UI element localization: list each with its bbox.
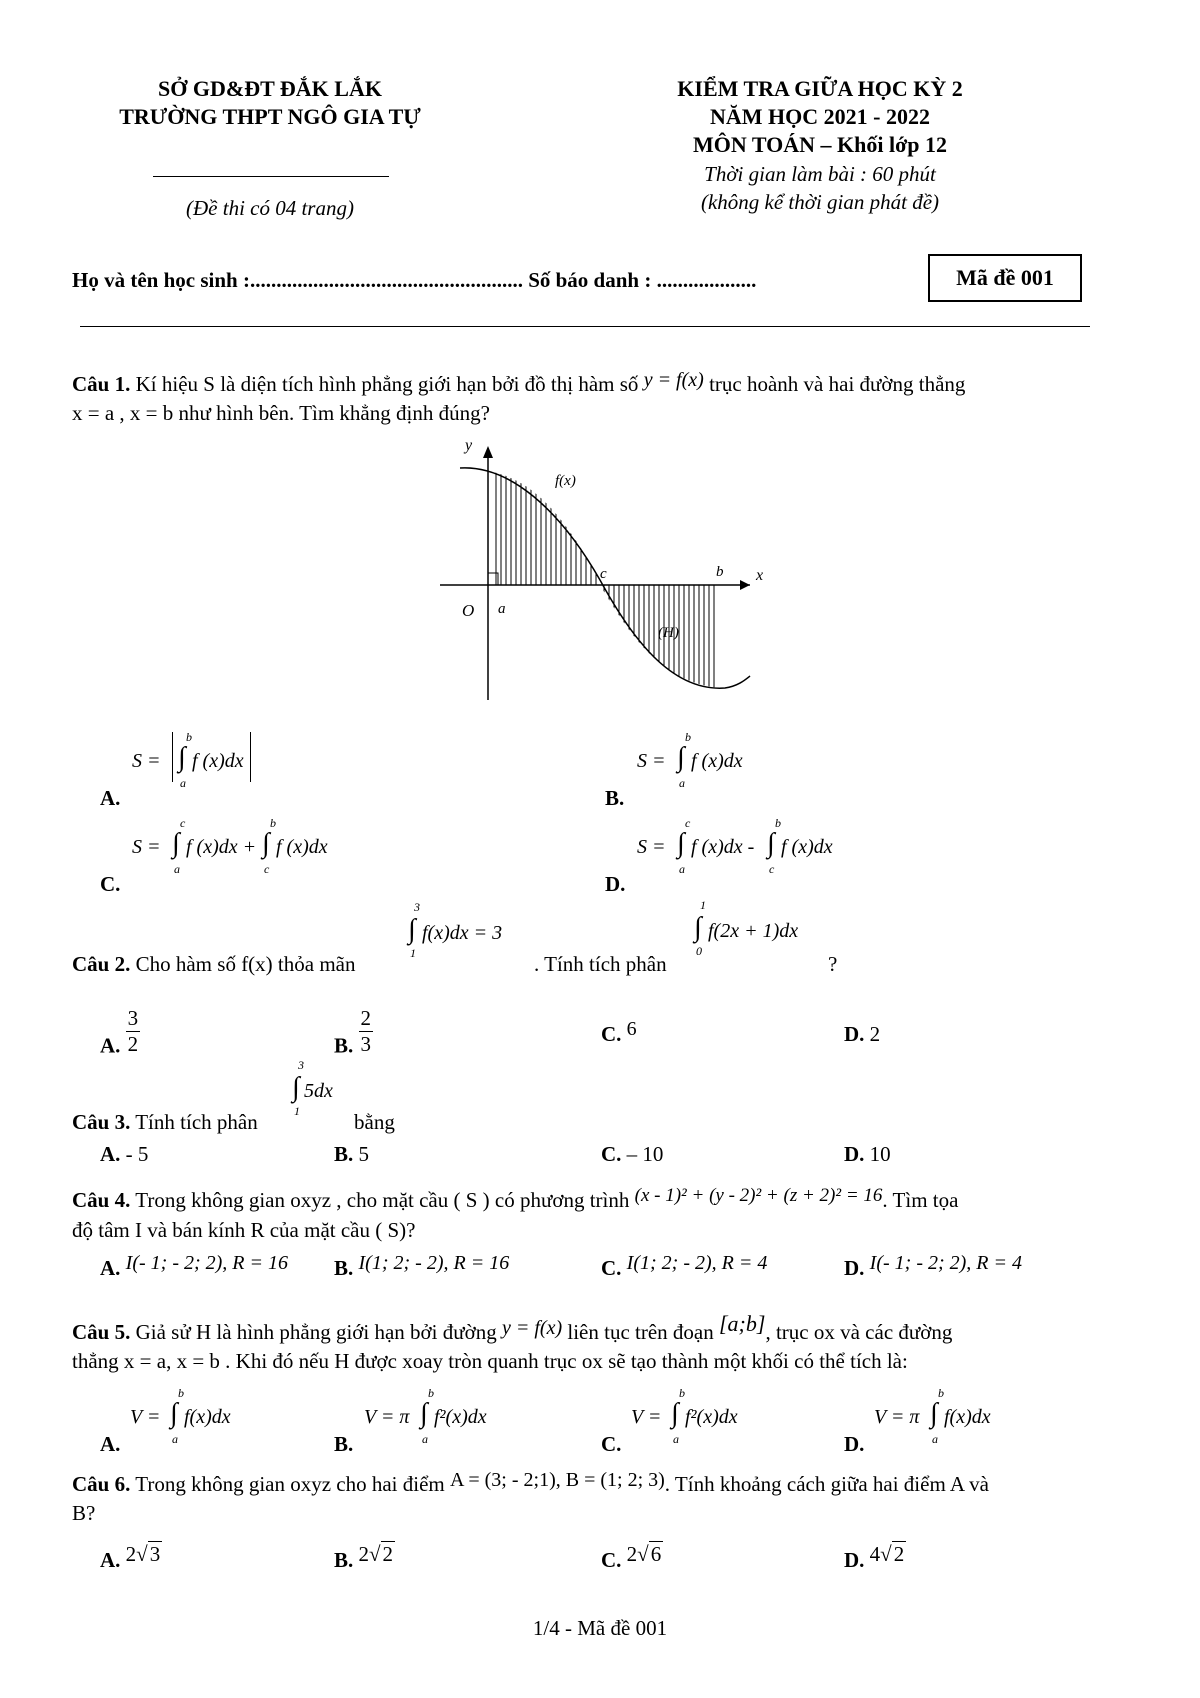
x-label: x xyxy=(756,567,764,584)
page-footer: 1/4 - Mã đề 001 xyxy=(532,1616,668,1640)
option-value: I(- 1; - 2; 2), R = 4 xyxy=(869,1252,1023,1274)
formula-a: S = ∫ b a f (x)dx xyxy=(132,726,332,796)
option-label: D. xyxy=(844,1142,865,1166)
q3-option-c[interactable] xyxy=(601,1142,663,1167)
y-arrow xyxy=(483,446,493,458)
c-label: c xyxy=(600,566,607,582)
option-label: B. xyxy=(605,786,625,810)
q2-text-c: ? xyxy=(828,952,838,976)
option-label: D. xyxy=(844,1022,865,1046)
question-text: , trục ox và các đường xyxy=(765,1320,953,1344)
question-text: Cho hàm số f(x) thỏa mãn xyxy=(135,952,356,976)
q3-text-b: bằng xyxy=(354,1110,395,1134)
question-text: x = a , x = b như hình bên. Tìm khẳng định đúng? xyxy=(72,401,490,425)
option-label: C. xyxy=(601,1142,622,1166)
fraction: $\frac{3}{2}$ xyxy=(127,1006,139,1056)
question-text: thẳng x = a, x = b . Khi đó nếu H được xoay tròn quanh trục ox sẽ tạo thành một khối có thể tích là: xyxy=(72,1349,908,1373)
option-value: I(1; 2; - 2), R = 16 xyxy=(358,1252,510,1274)
option-value: 10 xyxy=(869,1142,891,1166)
q6-option-c[interactable] xyxy=(601,1542,663,1573)
student-id-label: Số báo danh : xyxy=(528,268,652,292)
formula-c: S = ∫ c a f (x)dx + ∫ b c f (x)dx xyxy=(132,816,328,876)
y-label: y xyxy=(465,437,473,454)
option-value: I(1; 2; - 2), R = 4 xyxy=(626,1252,768,1274)
question-label: Câu 1. xyxy=(72,372,131,396)
option-value: 5 xyxy=(358,1142,370,1166)
page-count-note: (Đề thi có 04 trang) xyxy=(186,196,354,220)
school-year: NĂM HỌC 2021 - 2022 xyxy=(710,104,930,129)
q2-given-integral: 3 ∫ 1 f(x)dx = 3 xyxy=(408,900,503,960)
school-name: TRƯỜNG THPT NGÔ GIA TỰ xyxy=(119,104,421,129)
question-6 xyxy=(72,1470,1142,1527)
option-label: C. xyxy=(601,1432,622,1456)
time-limit: Thời gian làm bài : 60 phút xyxy=(704,162,936,186)
fraction: $\frac{2}{3}$ xyxy=(360,1006,372,1056)
option-label: A. xyxy=(100,1256,121,1280)
question-label: Câu 6. xyxy=(72,1472,131,1496)
points-formula: A = (3; - 2;1), B = (1; 2; 3) xyxy=(450,1469,665,1491)
question-text: . Tìm tọa xyxy=(882,1188,959,1212)
q4-option-b[interactable] xyxy=(334,1252,510,1281)
option-value: 2 xyxy=(869,1022,881,1046)
question-5 xyxy=(72,1311,1142,1375)
q4-option-d[interactable] xyxy=(844,1252,1023,1281)
radical: 4√2 xyxy=(869,1542,905,1566)
q3-integral: 3 ∫ 1 5dx xyxy=(292,1058,333,1118)
option-label: D. xyxy=(844,1432,865,1456)
q6-option-b[interactable] xyxy=(334,1542,395,1573)
formula-b: S = ∫ b a f (x)dx xyxy=(637,730,743,790)
formula-d: S = ∫ c a f (x)dx - ∫ b c f (x)dx xyxy=(637,816,833,876)
q3-option-a[interactable] xyxy=(100,1142,148,1167)
radical: 2√3 xyxy=(125,1542,161,1566)
function-formula: y = f(x) xyxy=(501,1317,563,1339)
question-text: liên tục trên đoạn xyxy=(567,1320,714,1344)
q6-option-a[interactable] xyxy=(100,1542,162,1573)
formula: V = π ∫ b a f(x)dx xyxy=(874,1386,991,1446)
question-text: . Tính khoảng cách giữa hai điểm A và xyxy=(664,1472,989,1496)
hatch-top xyxy=(496,460,596,585)
h-label: (H) xyxy=(658,625,679,641)
radical: 2√2 xyxy=(358,1542,394,1566)
question-text: Trong không gian oxyz cho hai điểm xyxy=(135,1472,445,1496)
student-id-field[interactable]: ................... xyxy=(656,268,757,292)
option-label: B. xyxy=(334,1256,354,1280)
option-label: C. xyxy=(100,872,121,896)
option-value: – 10 xyxy=(626,1142,664,1166)
exam-title: KIỂM TRA GIỮA HỌC KỲ 2 xyxy=(677,76,963,101)
option-label: D. xyxy=(844,1256,865,1280)
option-label: D. xyxy=(605,872,626,896)
question-label: Câu 2. xyxy=(72,952,131,976)
option-label: A. xyxy=(100,786,121,810)
subject: MÔN TOÁN – Khối lớp 12 xyxy=(692,132,948,157)
option-value: - 5 xyxy=(125,1142,149,1166)
question-label: Câu 4. xyxy=(72,1188,131,1212)
option-label: A. xyxy=(100,1142,121,1166)
student-name-field[interactable]: .................................................... xyxy=(249,268,523,292)
option-label: B. xyxy=(334,1548,354,1572)
option-label: B. xyxy=(334,1142,354,1166)
question-1 xyxy=(72,370,1142,427)
b-label: b xyxy=(716,564,724,580)
sphere-equation: (x - 1)² + (y - 2)² + (z + 2)² = 16 xyxy=(634,1185,883,1206)
question-text: B? xyxy=(72,1501,96,1525)
question-text: Kí hiệu S là diện tích hình phẳng giới hạn bởi đồ thị hàm số xyxy=(135,372,639,396)
question-2 xyxy=(72,952,355,977)
option-label: A. xyxy=(100,1548,121,1572)
student-name-label: Họ và tên học sinh : xyxy=(72,268,250,292)
q6-option-d[interactable] xyxy=(844,1542,906,1573)
function-formula: y = f(x) xyxy=(643,369,704,391)
option-label: B. xyxy=(334,1033,354,1058)
q3-option-b[interactable] xyxy=(334,1142,369,1167)
area-graph xyxy=(420,430,770,710)
q2-text-b: . Tính tích phân xyxy=(534,952,667,976)
question-label: Câu 5. xyxy=(72,1320,131,1344)
question-text: Giả sử H là hình phẳng giới hạn bởi đường xyxy=(135,1320,497,1344)
formula: V = ∫ b a f(x)dx xyxy=(130,1386,231,1446)
formula: V = π ∫ b a f²(x)dx xyxy=(364,1386,487,1446)
option-value: 6 xyxy=(626,1018,637,1040)
question-label: Câu 3. xyxy=(72,1110,131,1134)
q2-option-a[interactable] xyxy=(100,1006,140,1073)
option-label: B. xyxy=(334,1432,354,1456)
q4-option-a[interactable] xyxy=(100,1252,289,1281)
question-4 xyxy=(72,1186,1142,1244)
header-rule xyxy=(80,326,1090,327)
option-label: C. xyxy=(601,1548,622,1572)
question-3 xyxy=(72,1110,258,1135)
option-label: A. xyxy=(100,1033,121,1058)
question-text: độ tâm I và bán kính R của mặt cầu ( S)? xyxy=(72,1218,416,1242)
x-arrow xyxy=(740,580,750,590)
student-info-line xyxy=(72,268,756,293)
radical: 2√6 xyxy=(626,1542,662,1566)
interval: [a;b] xyxy=(719,1311,766,1336)
option-label: A. xyxy=(100,1432,121,1456)
time-note: (không kể thời gian phát đề) xyxy=(700,190,940,214)
question-text: Trong không gian oxyz , cho mặt cầu ( S ) có phương trình xyxy=(135,1188,630,1212)
option-label: D. xyxy=(844,1548,865,1572)
option-label: C. xyxy=(601,1256,622,1280)
origin-label: O xyxy=(462,601,475,620)
question-text: Tính tích phân xyxy=(135,1110,258,1134)
q4-option-c[interactable] xyxy=(601,1252,768,1281)
school-department: SỞ GD&ĐT ĐẮK LẮK xyxy=(158,76,382,101)
q2-target-integral: 1 ∫ 0 f(2x + 1)dx xyxy=(694,898,799,958)
header-divider xyxy=(153,176,389,177)
a-label: a xyxy=(498,601,506,617)
q2-option-d[interactable] xyxy=(844,1022,880,1047)
fx-label: f(x) xyxy=(555,473,576,489)
q2-option-c[interactable] xyxy=(601,1018,637,1047)
question-text: trục hoành và hai đường thẳng xyxy=(709,372,966,396)
option-label: C. xyxy=(601,1022,622,1046)
exam-code-box: Mã đề 001 xyxy=(928,254,1082,302)
option-value: I(- 1; - 2; 2), R = 16 xyxy=(125,1252,289,1274)
formula: V = ∫ b a f²(x)dx xyxy=(631,1386,738,1446)
q3-option-d[interactable] xyxy=(844,1142,891,1167)
